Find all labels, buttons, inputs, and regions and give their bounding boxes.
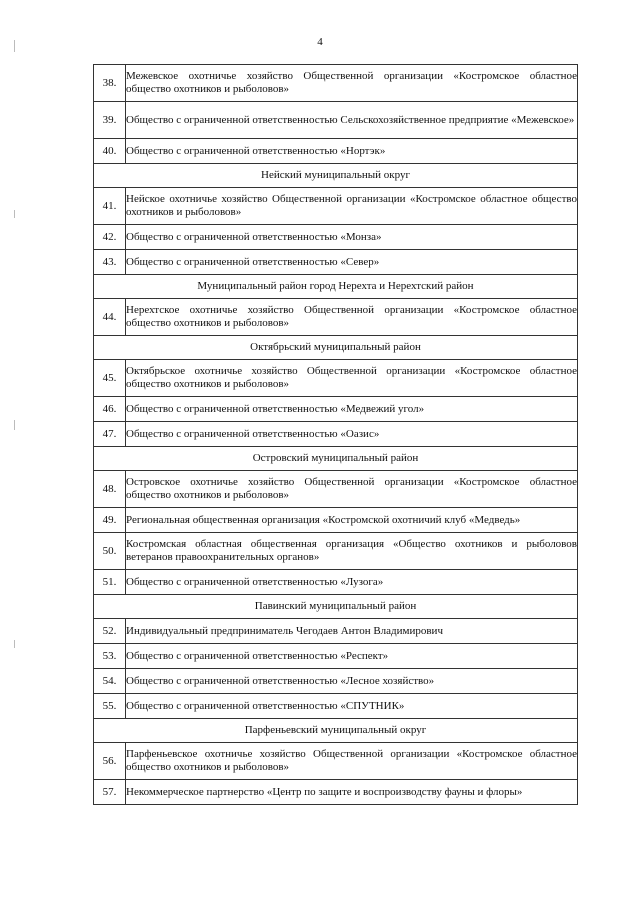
page-number: 4	[317, 36, 323, 48]
region-name: Островский муниципальный район	[94, 447, 578, 471]
table-row	[94, 780, 578, 805]
organization-name: Общество с ограниченной ответственностью «СПУТНИК»	[126, 694, 578, 719]
organization-name: Нейское охотничье хозяйство Общественной организации «Костромское областное общество охотников и рыболовов»	[126, 188, 578, 225]
organization-table	[93, 64, 578, 805]
organization-name: Нерехтское охотничье хозяйство Общественной организации «Костромское областное общество охотников и рыболовов»	[126, 299, 578, 336]
row-number: 43.	[94, 250, 126, 275]
organization-name: Общество с ограниченной ответственностью «Север»	[126, 250, 578, 275]
table-row	[94, 471, 578, 508]
row-number: 46.	[94, 397, 126, 422]
table-row	[94, 65, 578, 102]
organization-name: Островское охотничье хозяйство Общественной организации «Костромское областное общество охотников и рыболовов»	[126, 471, 578, 508]
table-row	[94, 533, 578, 570]
region-header-row	[94, 336, 578, 360]
region-header-row	[94, 595, 578, 619]
table-row	[94, 225, 578, 250]
organization-name: Общество с ограниченной ответственностью «Оазис»	[126, 422, 578, 447]
row-number: 55.	[94, 694, 126, 719]
region-name: Октябрьский муниципальный район	[94, 336, 578, 360]
table-row	[94, 360, 578, 397]
region-name: Парфеньевский муниципальный округ	[94, 719, 578, 743]
organization-name: Общество с ограниченной ответственностью «Лузога»	[126, 570, 578, 595]
table-row	[94, 743, 578, 780]
row-number: 54.	[94, 669, 126, 694]
row-number: 40.	[94, 139, 126, 164]
region-header-row	[94, 275, 578, 299]
organization-name: Индивидуальный предприниматель Чегодаев Антон Владимирович	[126, 619, 578, 644]
row-number: 39.	[94, 102, 126, 139]
table-row	[94, 570, 578, 595]
table-row	[94, 250, 578, 275]
row-number: 52.	[94, 619, 126, 644]
row-number: 38.	[94, 65, 126, 102]
row-number: 50.	[94, 533, 126, 570]
table-row	[94, 619, 578, 644]
region-name: Павинский муниципальный район	[94, 595, 578, 619]
table-row	[94, 139, 578, 164]
row-number: 42.	[94, 225, 126, 250]
region-header-row	[94, 164, 578, 188]
table-row	[94, 694, 578, 719]
table-row	[94, 397, 578, 422]
region-name: Нейский муниципальный округ	[94, 164, 578, 188]
table-row	[94, 188, 578, 225]
organization-name: Общество с ограниченной ответственностью «Лесное хозяйство»	[126, 669, 578, 694]
table-row	[94, 644, 578, 669]
organization-name: Региональная общественная организация «Костромской охотничий клуб «Медведь»	[126, 508, 578, 533]
row-number: 56.	[94, 743, 126, 780]
row-number: 44.	[94, 299, 126, 336]
row-number: 41.	[94, 188, 126, 225]
row-number: 51.	[94, 570, 126, 595]
organization-name: Общество с ограниченной ответственностью «Медвежий угол»	[126, 397, 578, 422]
organization-name: Некоммерческое партнерство «Центр по защите и воспроизводству фауны и флоры»	[126, 780, 578, 805]
region-header-row	[94, 719, 578, 743]
organization-name: Общество с ограниченной ответственностью Сельскохозяйственное предприятие «Межевское»	[126, 102, 578, 139]
row-number: 47.	[94, 422, 126, 447]
table-row	[94, 102, 578, 139]
row-number: 45.	[94, 360, 126, 397]
organization-name: Костромская областная общественная организация «Общество охотников и рыболовов ветеранов правоохранительных органов»	[126, 533, 578, 570]
organization-name: Октябрьское охотничье хозяйство Общественной организации «Костромское областное общество охотников и рыболовов»	[126, 360, 578, 397]
organization-name: Общество с ограниченной ответственностью «Респект»	[126, 644, 578, 669]
organization-name: Межевское охотничье хозяйство Общественной организации «Костромское областное общество охотников и рыболовов»	[126, 65, 578, 102]
row-number: 57.	[94, 780, 126, 805]
row-number: 49.	[94, 508, 126, 533]
organization-name: Парфеньевское охотничье хозяйство Общественной организации «Костромское областное общество охотников и рыболовов»	[126, 743, 578, 780]
table-row	[94, 669, 578, 694]
table-row	[94, 508, 578, 533]
table-row	[94, 299, 578, 336]
row-number: 53.	[94, 644, 126, 669]
region-header-row	[94, 447, 578, 471]
table-row	[94, 422, 578, 447]
region-name: Муниципальный район город Нерехта и Нерехтский район	[94, 275, 578, 299]
organization-name: Общество с ограниченной ответственностью «Нортэк»	[126, 139, 578, 164]
row-number: 48.	[94, 471, 126, 508]
organization-name: Общество с ограниченной ответственностью «Монза»	[126, 225, 578, 250]
